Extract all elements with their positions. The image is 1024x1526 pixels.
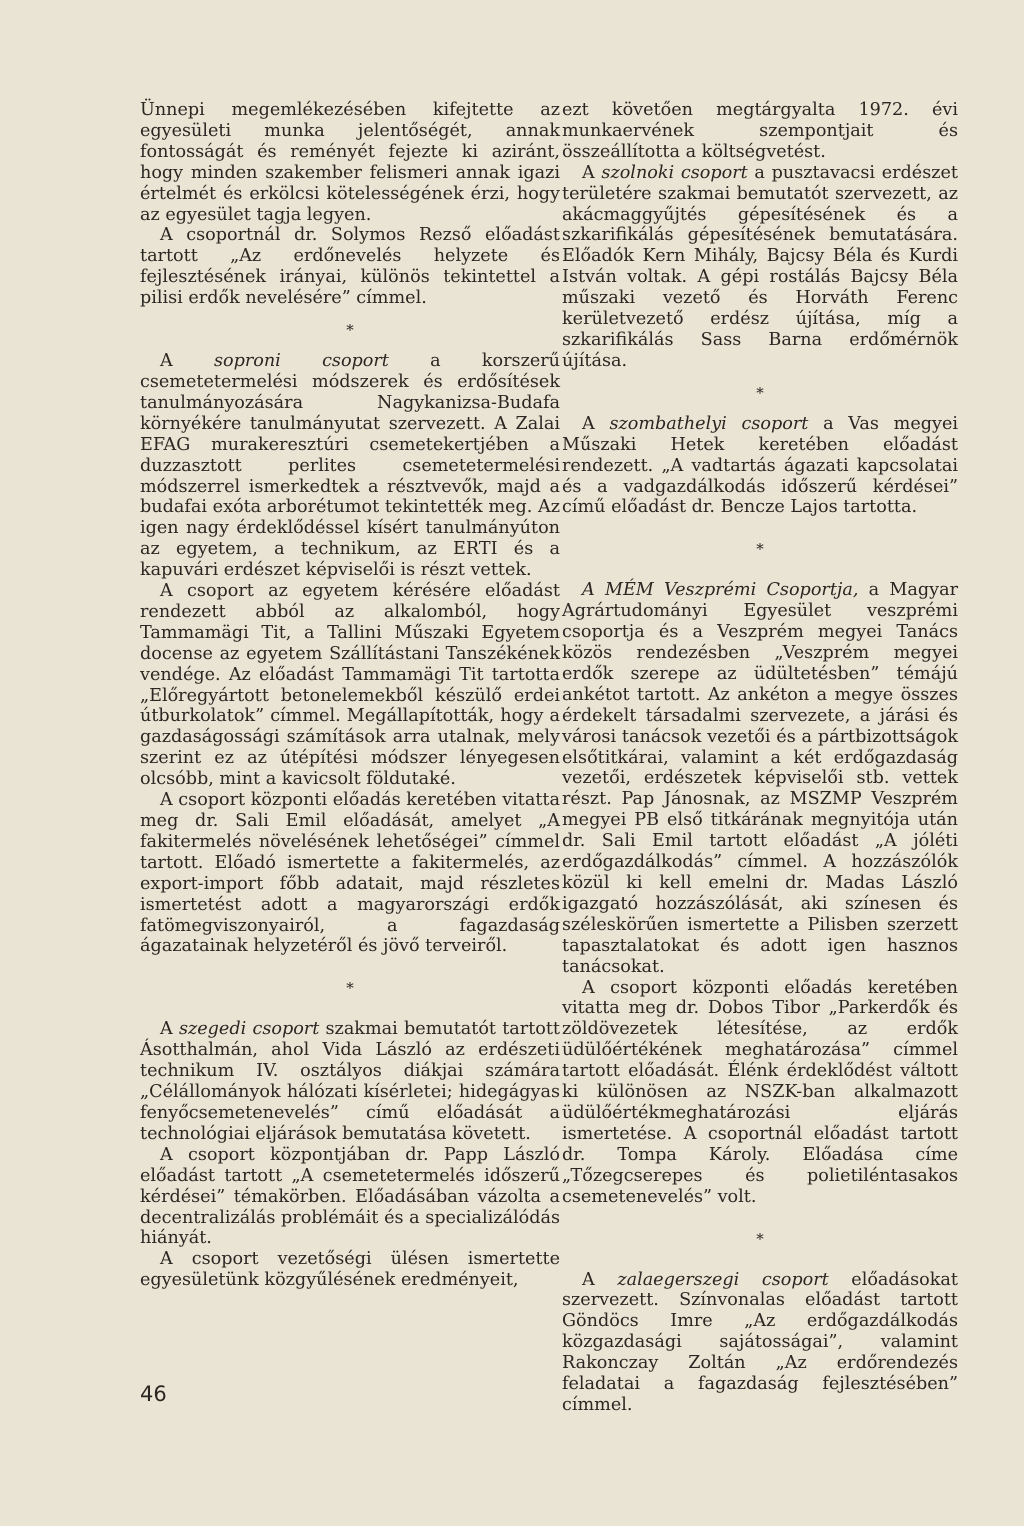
paragraph: A csoport központi előadás keretében vitatta meg dr. Sali Emil előadását, amelyet „A fakitermelés növelésének lehetőségei” címmel tartott. Előadó ismertette a fakitermelés, az export-import főbb adatait, majd részletes ismertetést adott a magyarországi erdők fatömegviszonyairól, a fagazdaság ágazatainak helyzetéről és jövő terveiről. xyxy=(140,790,560,957)
group-name: szombathelyi csoport xyxy=(609,413,809,434)
left-column xyxy=(140,100,560,1291)
group-name: A MÉM Veszprémi Csoportja, xyxy=(582,580,859,601)
section-separator: * xyxy=(756,383,764,402)
paragraph: A szombathelyi csoport a Vas megyei Műszaki Hetek keretében előadást rendezett. „A vadtartás ágazati kapcsolatai és a vadgazdálkodás időszerű kérdései” című előadást dr. Bencze Lajos tartotta. xyxy=(562,413,958,518)
page-number: 46 xyxy=(140,1382,167,1406)
group-name: soproni csoport xyxy=(213,351,389,372)
paragraph: Ünnepi megemlékezésében kifejtette az egyesületi munka jelentőségét, annak fontosságát és reményét fejezte ki aziránt, hogy minden szakember felismeri annak igazi értelmét és erkölcsi kötelességének érzi, hogy az egyesület tagja legyen. xyxy=(140,100,560,225)
paragraph: ezt követően megtárgyalta 1972. évi munkaervének szempontjait és összeállította a költségvetést. xyxy=(562,100,958,162)
right-column xyxy=(562,100,958,1416)
paragraph: A csoport az egyetem kérésére előadást rendezett abból az alkalomból, hogy Tammamägi Tit, a Tallini Műszaki Egyetem docense az egyetem Szállítástani Tanszékének vendége. Az előadást Tammamägi Tit tartotta „Előregyártott betonelemekből készülő erdei útburkolatok” címmel. Megállapították, hogy a gazdaságossági számítások arra utalnak, mely szerint ez az útépítési módszer lényegesen olcsóbb, mint a kavicsolt földutaké. xyxy=(140,581,560,790)
paragraph: A csoportnál dr. Solymos Rezső előadást tartott „Az erdőnevelés helyzete és fejlesztésének irányai, különös tekintettel a pilisi erdők nevelésére” címmel. xyxy=(140,225,560,309)
group-name: zalaegerszegi csoport xyxy=(617,1269,829,1290)
paragraph: A zalaegerszegi csoport előadásokat szervezett. Színvonalas előadást tartott Göndöcs Imre „Az erdőgazdálkodás közgazdasági sajátosságai”, valamint Rakonczay Zoltán „Az erdőrendezés feladatai a fagazdaság fejlesztésében” címmel. xyxy=(562,1269,958,1415)
group-name: szolnoki csoport xyxy=(601,162,748,183)
section-separator: * xyxy=(346,979,354,998)
paragraph: A csoport vezetőségi ülésen ismertette egyesületünk közgyűlésének eredményeit, xyxy=(140,1249,560,1291)
paragraph: A MÉM Veszprémi Csoportja, a Magyar Agrártudományi Egyesület veszprémi csoportja és a Veszprém megyei Tanács közös rendezésben „Veszprém megyei erdők szerepe az üdültetésben” témájú ankétot tartott. Az ankéton a megye összes érdekelt társadalmi szervezete, a járási és városi tanácsok vezetői és a pártbizottságok elsőtitkárai, valamint a két erdőgazdaság vezetői, erdészetek képviselői stb. vettek részt. Pap Jánosnak, az MSZMP Veszprém megyei PB első titkárának megnyitója után dr. Sali Emil tartott előadást „A jóléti erdőgazdálkodás” címmel. A hozzászólók közül ki kell emelni dr. Madas László igazgató hozzászólását, aki színesen és széleskörűen ismertette a Pilisben szerzett tapasztalatokat és adott igen hasznos tanácsokat. xyxy=(562,580,958,977)
section-separator: * xyxy=(756,540,764,559)
paragraph: A szegedi csoport szakmai bemutatót tartott Ásotthalmán, ahol Vida László az erdészeti technikum IV. osztályos diákjai számára „Célállományok hálózati kísérletei; hidegágyas fenyőcsemetenevelés” című előadását a technológiai eljárások bemutatása követett. xyxy=(140,1019,560,1144)
section-separator: * xyxy=(346,321,354,340)
paragraph: A csoport központi előadás keretében vitatta meg dr. Dobos Tibor „Parkerdők és zöldövezetek létesítése, az erdők üdülőértékének meghatározása” címmel tartott előadását. Élénk érdeklődést váltott ki különösen az NSZK-ban alkalmazott üdülőértékmeghatározási eljárás ismertetése. A csoportnál előadást tartott dr. Tompa Károly. Előadása címe „Tőzegcserepes és polietiléntasakos csemetenevelés” volt. xyxy=(562,977,958,1207)
paragraph: A csoport központjában dr. Papp László előadást tartott „A csemetetermelés időszerű kérdései” témakörben. Előadásában vázolta a decentralizálás problémáit és a specializálódás hiányát. xyxy=(140,1144,560,1249)
group-name: szegedi csoport xyxy=(178,1019,320,1040)
paragraph: A szolnoki csoport a pusztavacsi erdészet területére szakmai bemutatót szervezett, az akácmaggyűjtés gépesítésének és a szkarifikálás gépesítésének bemutatására. Előadók Kern Mihály, Bajcsy Béla és Kurdi István voltak. A gépi rostálás Bajcsy Béla műszaki vezető és Horváth Ferenc kerületvezető erdész újítása, míg a szkarifikálás Sass Barna erdőmérnök újítása. xyxy=(562,162,958,371)
section-separator: * xyxy=(756,1229,764,1248)
paragraph: A soproni csoport a korszerű csemetetermelési módszerek és erdősítések tanulmányozására Nagykanizsa-Budafa környékére tanulmányutat szervezett. A Zalai EFAG murakeresztúri csemetekertjében a duzzasztott perlites csemetetermelési módszerrel ismerkedtek a résztvevők, majd a budafai exóta arborétumot tekintették meg. Az igen nagy érdeklődéssel kísért tanulmányúton az egyetem, a technikum, az ERTI és a kapuvári erdészet képviselői is részt vettek. xyxy=(140,351,561,581)
